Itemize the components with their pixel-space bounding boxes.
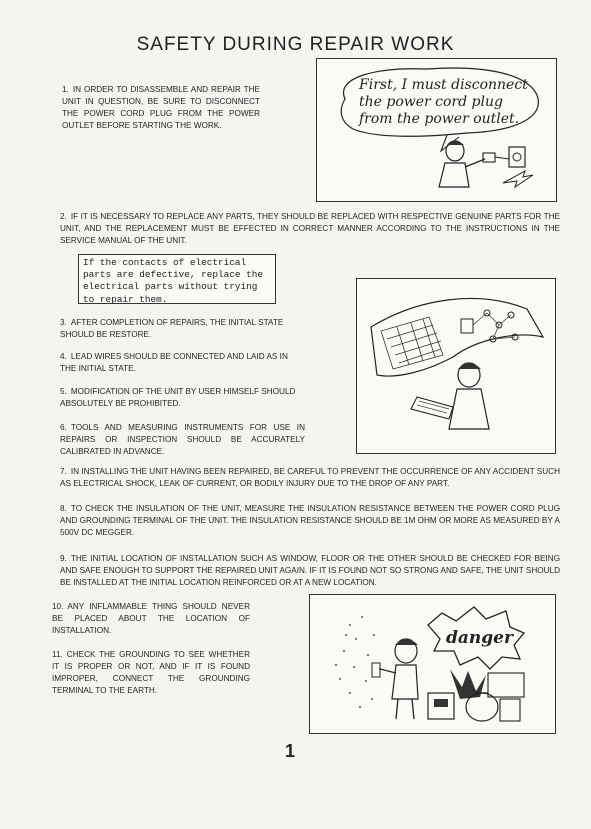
list-item-1: [62, 84, 260, 132]
item-text: TO CHECK THE INSULATION OF THE UNIT, MEASURE THE INSULATION RESISTANCE BETWEEN THE POWER CORD PLUG AND GROUNDING TERMINAL OF THE UNIT. THE INSULATION RESISTANCE SHOULD BE 1M OHM OR MORE AS MEASURED BY A 500V DC MEGGER.: [60, 504, 560, 537]
item-text: MODIFICATION OF THE UNIT BY USER HIMSELF SHOULD ABSOLUTELY BE PROHIBITED.: [60, 387, 296, 408]
item-text: LEAD WIRES SHOULD BE CONNECTED AND LAID AS IN THE INITIAL STATE.: [60, 352, 288, 373]
item-number: 8.: [60, 504, 67, 513]
item-text: TOOLS AND MEASURING INSTRUMENTS FOR USE IN REPAIRS OR INSPECTION SHOULD BE ACCURATELY CALIBRATED IN ADVANCE.: [60, 423, 305, 456]
item-number: 10.: [52, 602, 64, 611]
item-number: 7.: [60, 467, 67, 476]
bubble-line-2: the power cord plug: [359, 94, 503, 110]
list-item-5: [60, 386, 305, 410]
item-number: 9.: [60, 554, 67, 563]
danger-label: danger: [446, 628, 513, 648]
list-item-10: [52, 601, 250, 637]
item-number: 2.: [60, 212, 67, 221]
page-number: 1: [284, 741, 295, 761]
list-item-11: [52, 649, 250, 697]
item-number: 1.: [62, 85, 69, 94]
illustration-disconnect-plug: [316, 58, 557, 202]
list-item-9: [60, 553, 560, 589]
item-number: 11.: [52, 650, 63, 659]
list-item-7: [60, 466, 560, 490]
illustration-danger: [309, 594, 556, 734]
list-item-4: [60, 351, 305, 375]
item-text: CHECK THE GROUNDING TO SEE WHETHER IT IS PROPER OR NOT, AND IF IT IS FOUND IMPROPER, CONNECT THE GROUNDING TERMINAL TO THE EARTH.: [52, 650, 250, 695]
bubble-line-1: First, I must disconnect: [359, 77, 528, 93]
item-text: IN INSTALLING THE UNIT HAVING BEEN REPAIRED, BE CAREFUL TO PREVENT THE OCCURRENCE OF ANY ACCIDENT SUCH AS ELECTRICAL SHOCK, LEAK OF CURRENT, OR BODILY INJURY DUE TO THE DROP OF ANY PART.: [60, 467, 560, 488]
item-text: THE INITIAL LOCATION OF INSTALLATION SUCH AS WINDOW, FLOOR OR THE OTHER SHOULD BE CHECKED FOR BEING AND SAFE ENOUGH TO SUPPORT THE REPAIRED UNIT AGAIN. IF IT IS FOUND NOT SO STRONG AND SAFE, THE UNIT SHOULD BE INSTALLED AT THE INITIAL LOCATION REINFORCED OR AT A NEW LOCATION.: [60, 554, 560, 587]
item-number: 3.: [60, 318, 67, 327]
disconnect-plug-drawing: [317, 59, 556, 201]
bubble-line-3: from the power outlet.: [359, 111, 520, 127]
item-number: 6.: [60, 423, 67, 432]
note-box: If the contacts of electrical parts are defective, replace the electrical parts without trying to repair them.: [78, 254, 276, 304]
item-text: IF IT IS NECESSARY TO REPLACE ANY PARTS, THEY SHOULD BE REPLACED WITH RESPECTIVE GENUINE PARTS FOR THE UNIT, AND THE REPLACEMENT MUST BE EFFECTED IN CORRECT MANNER ACCORDING TO THE INSTRUCTIONS IN THE SERVICE MANUAL OF THE UNIT.: [60, 212, 560, 245]
item-text: AFTER COMPLETION OF REPAIRS, THE INITIAL STATE SHOULD BE RESTORE.: [60, 318, 284, 339]
list-item-6: [60, 422, 305, 458]
manual-reading-drawing: [357, 279, 555, 453]
list-item-3: [60, 317, 305, 341]
illustration-manual-reading: [356, 278, 556, 454]
list-item-8: [60, 503, 560, 539]
item-text: IN ORDER TO DISASSEMBLE AND REPAIR THE UNIT IN QUESTION, BE SURE TO DISCONNECT THE POWER CORD PLUG FROM THE POWER OUTLET BEFORE STARTING THE WORK.: [62, 85, 260, 130]
page-title: SAFETY DURING REPAIR WORK: [136, 34, 455, 55]
item-number: 4.: [60, 352, 67, 361]
danger-drawing: [310, 595, 555, 733]
item-number: 5.: [60, 387, 67, 396]
item-text: ANY INFLAMMABLE THING SHOULD NEVER BE PLACED ABOUT THE LOCATION OF INSTALLATION.: [52, 602, 250, 635]
list-item-2: [60, 211, 560, 247]
